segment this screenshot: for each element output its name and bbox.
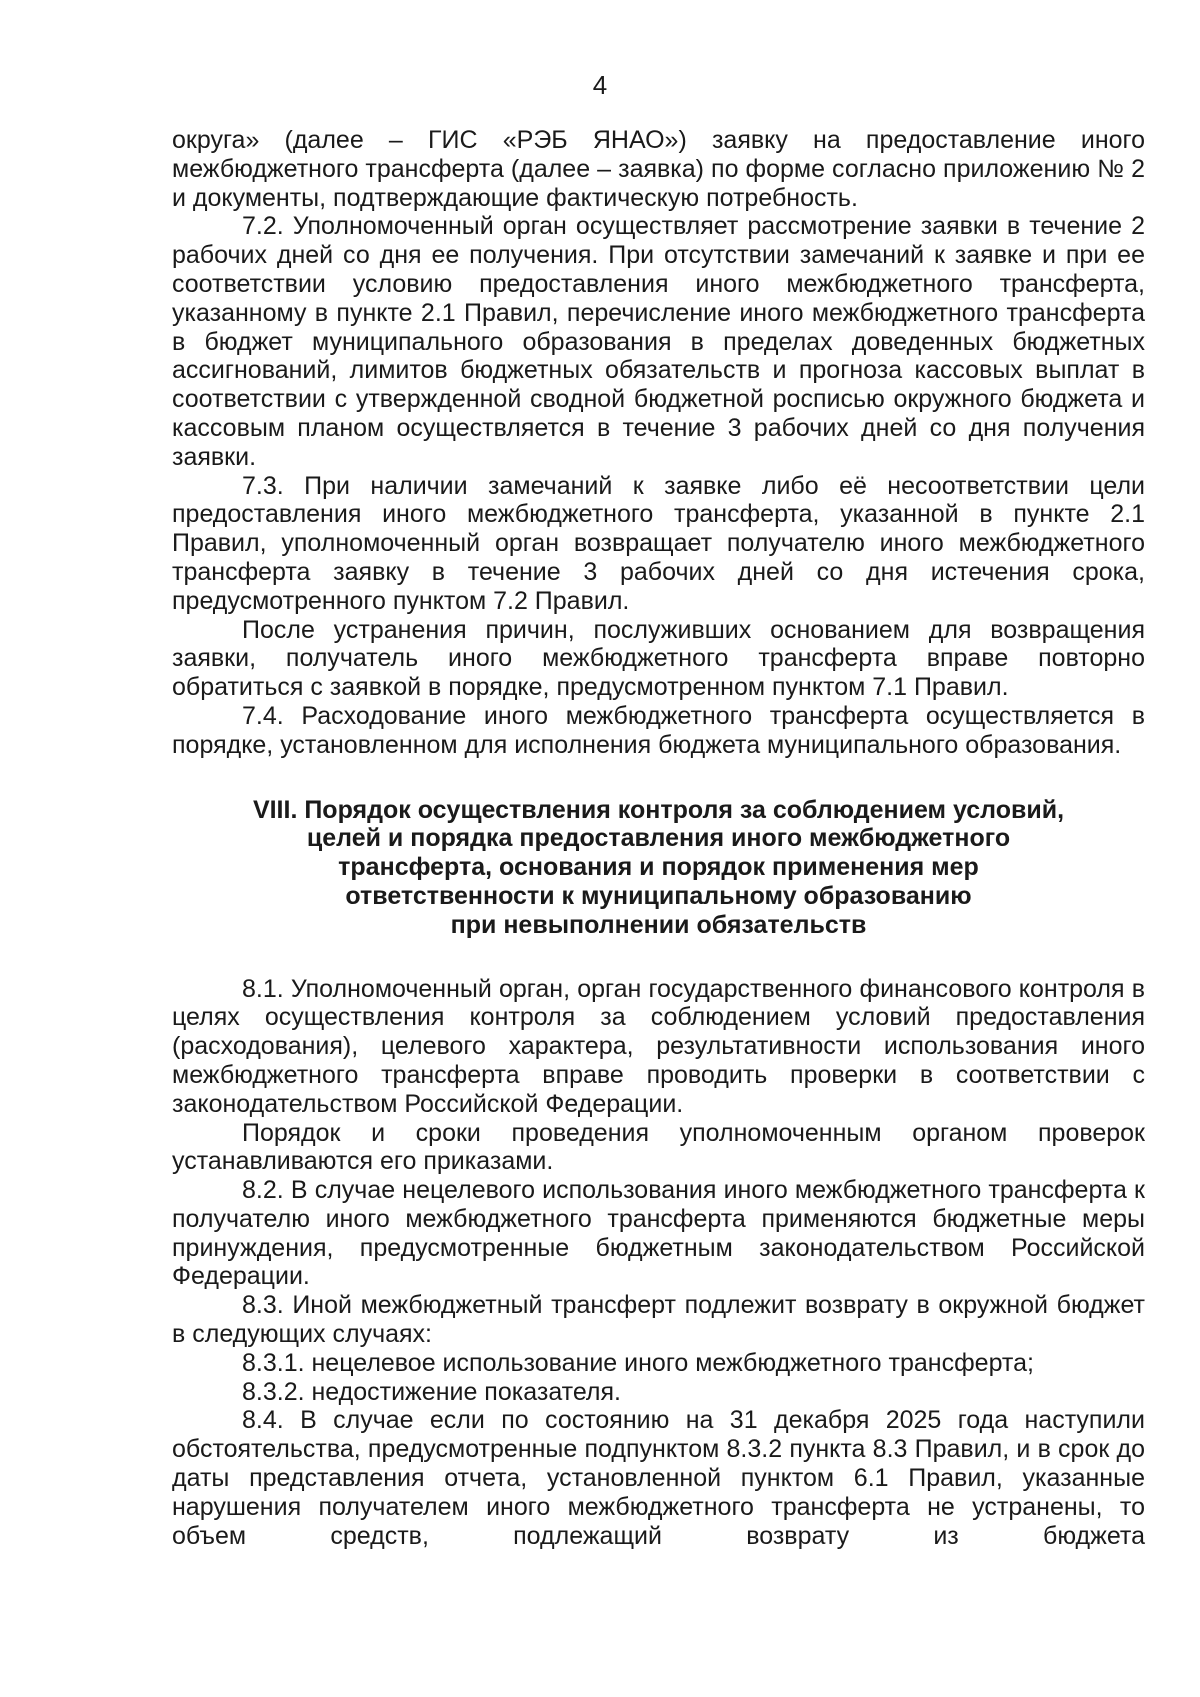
paragraph-8-3-2: 8.3.2. недостижение показателя.: [242, 1377, 621, 1406]
paragraph-8-1: 8.1. Уполномоченный орган, орган государственного финансового контроля в целях осуществления контроля за соблюдением условий предоставления (расходования), целевого характера, результативности использования иного межбюджетного трансферта вправе проводить проверки в соответствии с законодательством Российской Федерации.: [172, 974, 1145, 1118]
paragraph-7-4: 7.4. Расходование иного межбюджетного трансферта осуществляется в порядке, установленном для исполнения бюджета муниципального образования.: [172, 701, 1145, 759]
section-heading-line: VIII. Порядок осуществления контроля за соблюдением условий,: [252, 795, 1065, 824]
paragraph-8-4: 8.4. В случае если по состоянию на 31 декабря 2025 года наступили обстоятельства, предусмотренные подпунктом 8.3.2 пункта 8.3 Правил, и в срок до даты представления отчета, установленной пунктом 6.1 Правил, указанные нарушения получателем иного межбюджетного трансферта не устранены, то объем средств, подлежащий возврату из бюджета: [172, 1406, 1145, 1550]
section-heading-line: при невыполнении обязательств: [450, 910, 867, 939]
section-heading-line: ответственности к муниципальному образованию: [345, 881, 972, 910]
paragraph-7-3-after: После устранения причин, послуживших основанием для возвращения заявки, получатель иного межбюджетного трансферта вправе повторно обратиться с заявкой в порядке, предусмотренном пунктом 7.1 Правил.: [172, 615, 1145, 702]
paragraph-8-3-1: 8.3.1. нецелевое использование иного межбюджетного трансферта;: [242, 1348, 1034, 1377]
paragraph-8-1-procedure: Порядок и сроки проведения уполномоченным органом проверок устанавливаются его приказами.: [172, 1118, 1145, 1176]
paragraph-7-3: 7.3. При наличии замечаний к заявке либо её несоответствии цели предоставления иного межбюджетного трансферта, указанной в пункте 2.1 Правил, уполномоченный орган возвращает получателю иного межбюджетного трансферта заявку в течение 3 рабочих дней со дня истечения срока, предусмотренного пунктом 7.2 Правил.: [172, 471, 1145, 615]
paragraph-7-2: 7.2. Уполномоченный орган осуществляет рассмотрение заявки в течение 2 рабочих дней со дня ее получения. При отсутствии замечаний к заявке и при ее соответствии условию предоставления иного межбюджетного трансферта, указанному в пункте 2.1 Правил, перечисление иного межбюджетного трансферта в бюджет муниципального образования в пределах доведенных бюджетных ассигнований, лимитов бюджетных обязательств и прогноза кассовых выплат в соответствии с утвержденной сводной бюджетной росписью окружного бюджета и кассовым планом осуществляется в течение 3 рабочих дней со дня получения заявки.: [172, 212, 1145, 471]
document-body: [172, 126, 1145, 1550]
paragraph-continuation: округа» (далее – ГИС «РЭБ ЯНАО») заявку на предоставление иного межбюджетного трансферта (далее – заявка) по форме согласно приложению № 2 и документы, подтверждающие фактическую потребность.: [172, 126, 1145, 212]
paragraph-8-2: 8.2. В случае нецелевого использования иного межбюджетного трансферта к получателю иного межбюджетного трансферта применяются бюджетные меры принуждения, предусмотренные бюджетным законодательством Российской Федерации.: [172, 1176, 1145, 1291]
section-heading-line: трансферта, основания и порядок применения мер: [338, 853, 979, 882]
page-number: 4: [592, 70, 608, 100]
section-heading-viii: [172, 796, 1145, 940]
section-heading-line: целей и порядка предоставления иного межбюджетного: [306, 824, 1011, 853]
paragraph-8-3: 8.3. Иной межбюджетный трансферт подлежит возврату в окружной бюджет в следующих случаях:: [172, 1291, 1145, 1349]
